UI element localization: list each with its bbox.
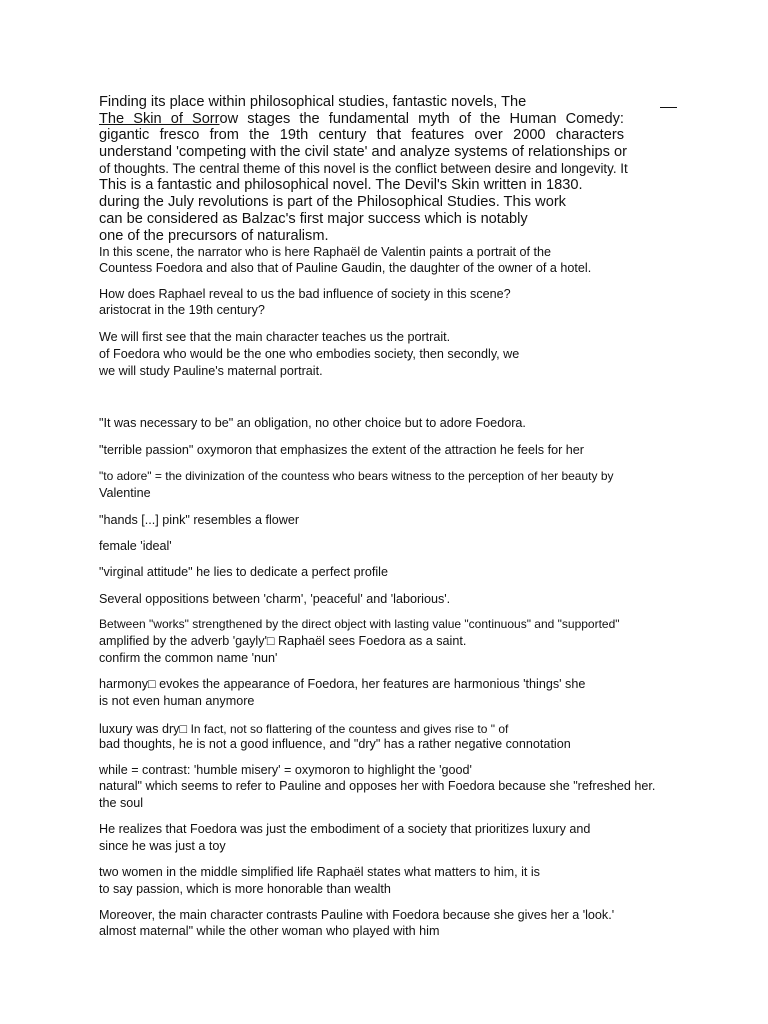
question-line-2: aristocrat in the 19th century? <box>99 303 265 317</box>
note-10-rest: In fact, not so flattering of the countess and gives rise to " of <box>190 722 509 736</box>
note-3-line-1: "to adore" = the divinization of the countess who bears witness to the perception of her beauty by <box>99 469 614 483</box>
intro-line-3: gigantic fresco from the 19th century that features over 2000 characters <box>99 127 624 143</box>
plan-line-1: We will first see that the main character teaches us the portrait. <box>99 330 451 344</box>
question-line-1: How does Raphael reveal to us the bad influence of society in this scene? <box>99 287 511 301</box>
note-12-line-2: since he was just a toy <box>99 839 226 853</box>
intro-line-1: Finding its place within philosophical studies, fantastic novels, The <box>99 94 527 110</box>
scene-line-1: In this scene, the narrator who is here Raphaël de Valentin paints a portrait of the <box>99 245 552 259</box>
note-8-line-1: Between "works" strengthened by the direct object with lasting value "continuous" and "supported" <box>99 617 620 631</box>
intro-line-4: understand 'competing with the civil state' and analyze systems of relationships or <box>99 144 627 160</box>
note-11-line-3: the soul <box>99 796 144 810</box>
note-10-line-1 <box>99 721 508 737</box>
note-8-line-2: amplified by the adverb 'gayly'□ Raphaël sees Foedora as a saint. <box>99 634 467 648</box>
intro-line-2-rest: ow stages the fundamental myth of the Human Comedy: <box>219 111 624 127</box>
note-13-line-2: to say passion, which is more honorable than wealth <box>99 882 391 896</box>
dash-mark <box>660 107 677 108</box>
note-8-line-3: confirm the common name 'nun' <box>99 651 278 665</box>
intro-line-8: can be considered as Balzac's first major success which is notably <box>99 211 528 227</box>
note-12-line-1: He realizes that Foedora was just the embodiment of a society that prioritizes luxury and <box>99 822 591 836</box>
note-11-line-1: while = contrast: 'humble misery' = oxymoron to highlight the 'good' <box>99 763 472 777</box>
book-title: The Skin of Sorr <box>99 111 220 127</box>
note-13-line-1: two women in the middle simplified life Raphaël states what matters to him, it is <box>99 865 540 879</box>
note-4: "hands [...] pink" resembles a flower <box>99 513 300 527</box>
note-11-line-2: natural" which seems to refer to Pauline and opposes her with Foedora because she "refreshed her. <box>99 779 656 793</box>
plan-line-3: we will study Pauline's maternal portrait. <box>99 364 323 378</box>
note-3-line-2: Valentine <box>99 486 151 500</box>
intro-line-2 <box>99 112 624 127</box>
note-5: female 'ideal' <box>99 539 172 553</box>
intro-line-5: of thoughts. The central theme of this novel is the conflict between desire and longevity. It <box>99 161 628 176</box>
note-9-line-1: harmony□ evokes the appearance of Foedora, her features are harmonious 'things' she <box>99 677 586 691</box>
note-10-lead: luxury was dry□ <box>99 722 191 736</box>
note-7: Several oppositions between 'charm', 'peaceful' and 'laborious'. <box>99 592 451 606</box>
note-2: "terrible passion" oxymoron that emphasizes the extent of the attraction he feels for her <box>99 443 584 457</box>
note-1: "It was necessary to be" an obligation, no other choice but to adore Foedora. <box>99 416 526 430</box>
intro-line-7: during the July revolutions is part of the Philosophical Studies. This work <box>99 194 566 210</box>
note-10-line-2: bad thoughts, he is not a good influence, and "dry" has a rather negative connotation <box>99 737 571 751</box>
note-9-line-2: is not even human anymore <box>99 694 255 708</box>
note-14-line-2: almost maternal" while the other woman who played with him <box>99 924 440 938</box>
scene-line-2: Countess Foedora and also that of Pauline Gaudin, the daughter of the owner of a hotel. <box>99 261 592 275</box>
intro-line-9: one of the precursors of naturalism. <box>99 228 329 244</box>
note-14-line-1: Moreover, the main character contrasts Pauline with Foedora because she gives her a 'look.' <box>99 908 615 922</box>
intro-line-6: This is a fantastic and philosophical novel. The Devil's Skin written in 1830. <box>99 177 583 193</box>
note-6: "virginal attitude" he lies to dedicate a perfect profile <box>99 565 388 579</box>
plan-line-2: of Foedora who would be the one who embodies society, then secondly, we <box>99 347 520 361</box>
